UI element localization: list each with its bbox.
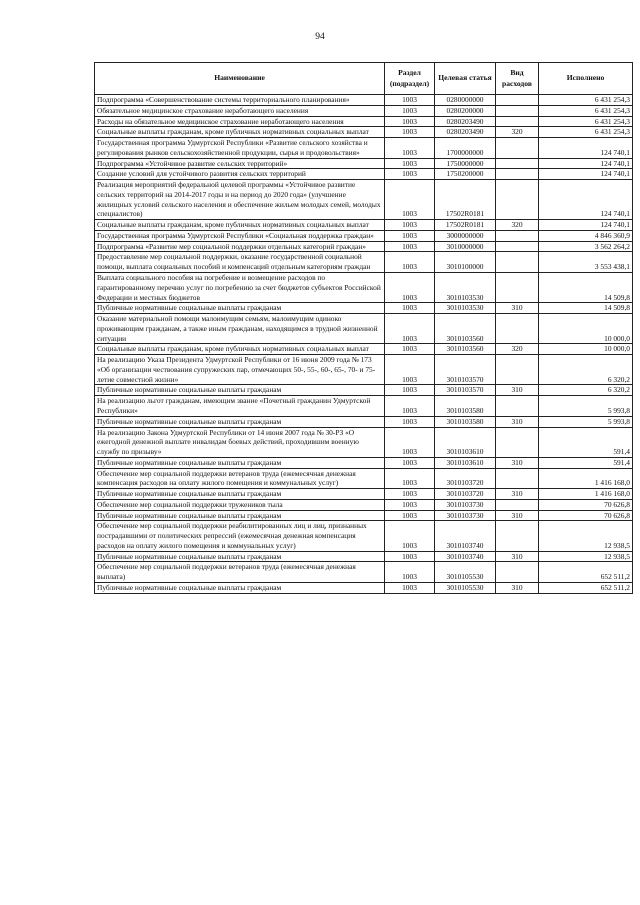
- row-expense-type: [496, 396, 539, 417]
- row-section: 1003: [385, 314, 435, 344]
- row-expense-type: [496, 138, 539, 159]
- row-target: 3010103560: [435, 344, 496, 355]
- header-target: Целевая статья: [435, 63, 496, 95]
- row-amount: 5 993,8: [539, 396, 633, 417]
- row-name: Социальные выплаты гражданам, кроме публичных нормативных социальных выплат: [95, 127, 385, 138]
- row-section: 1003: [385, 158, 435, 169]
- row-expense-type: [496, 158, 539, 169]
- row-section: 1003: [385, 252, 435, 273]
- row-section: 1003: [385, 551, 435, 562]
- table-row: [95, 273, 633, 303]
- row-expense-type: [496, 105, 539, 116]
- row-target: 3010105530: [435, 562, 496, 583]
- table-row: [95, 355, 633, 385]
- row-section: 1003: [385, 138, 435, 159]
- row-name: Публичные нормативные социальные выплаты гражданам: [95, 457, 385, 468]
- row-amount: 14 509,8: [539, 303, 633, 314]
- row-section: 1003: [385, 427, 435, 457]
- row-amount: 70 626,8: [539, 510, 633, 521]
- table-row: [95, 521, 633, 551]
- row-name: Обеспечение мер социальной поддержки ветеранов труда (ежемесячная денежная компенсация расходов на оплату жилого помещения и коммунальных услуг): [95, 468, 385, 489]
- table-row: [95, 127, 633, 138]
- row-expense-type: [496, 521, 539, 551]
- row-amount: 10 000,0: [539, 314, 633, 344]
- row-name: Публичные нормативные социальные выплаты гражданам: [95, 551, 385, 562]
- row-expense-type: 310: [496, 416, 539, 427]
- row-name: Государственная программа Удмуртской Республики «Развитие сельского хозяйства и регулирования рынков сельскохозяйственной продукции, сырья и продовольствия»: [95, 138, 385, 159]
- row-amount: 124 740,1: [539, 138, 633, 159]
- table-row: [95, 416, 633, 427]
- row-target: 1750000000: [435, 158, 496, 169]
- table-row: [95, 169, 633, 180]
- table-row: [95, 303, 633, 314]
- row-target: 3010103530: [435, 303, 496, 314]
- table-row: [95, 457, 633, 468]
- row-expense-type: [496, 180, 539, 220]
- row-amount: 6 320,2: [539, 385, 633, 396]
- row-target: 3010103720: [435, 489, 496, 500]
- row-expense-type: [496, 116, 539, 127]
- row-expense-type: 310: [496, 551, 539, 562]
- row-target: 3010103610: [435, 427, 496, 457]
- table-row: [95, 220, 633, 231]
- table-row: [95, 314, 633, 344]
- row-expense-type: [496, 562, 539, 583]
- row-target: 1700000000: [435, 138, 496, 159]
- row-section: 1003: [385, 385, 435, 396]
- header-expense-type: Вид расходов: [496, 63, 539, 95]
- header-executed: Исполнено: [539, 63, 633, 95]
- row-target: 3010103720: [435, 468, 496, 489]
- row-section: 1003: [385, 230, 435, 241]
- row-target: 3010103570: [435, 355, 496, 385]
- row-section: 1003: [385, 499, 435, 510]
- row-amount: 1 416 168,0: [539, 489, 633, 500]
- row-name: Подпрограмма «Совершенствование системы территориального планирования»: [95, 95, 385, 106]
- row-target: 3010103580: [435, 416, 496, 427]
- row-section: 1003: [385, 180, 435, 220]
- table-header-row: [95, 63, 633, 95]
- row-expense-type: 310: [496, 582, 539, 593]
- row-amount: 6 431 254,3: [539, 127, 633, 138]
- row-name: Публичные нормативные социальные выплаты гражданам: [95, 385, 385, 396]
- row-name: Подпрограмма «Развитие мер социальной поддержки отдельных категорий граждан»: [95, 241, 385, 252]
- row-section: 1003: [385, 396, 435, 417]
- row-amount: 591,4: [539, 457, 633, 468]
- row-target: 3010103730: [435, 510, 496, 521]
- row-name: Публичные нормативные социальные выплаты гражданам: [95, 489, 385, 500]
- row-expense-type: 310: [496, 489, 539, 500]
- table-row: [95, 510, 633, 521]
- row-expense-type: 310: [496, 303, 539, 314]
- row-target: 0280000000: [435, 95, 496, 106]
- row-amount: 5 993,8: [539, 416, 633, 427]
- table-row: [95, 230, 633, 241]
- row-expense-type: 310: [496, 385, 539, 396]
- row-amount: 6 431 254,3: [539, 95, 633, 106]
- table-row: [95, 582, 633, 593]
- row-section: 1003: [385, 95, 435, 106]
- row-section: 1003: [385, 457, 435, 468]
- row-amount: 1 416 168,0: [539, 468, 633, 489]
- row-section: 1003: [385, 562, 435, 583]
- row-section: 1003: [385, 582, 435, 593]
- table-row: [95, 489, 633, 500]
- row-amount: 652 511,2: [539, 562, 633, 583]
- row-name: Оказание материальной помощи малоимущим семьям, малоимущим одиноко проживающим гражданам, а также иным гражданам, находящимся в трудной жизненной ситуации: [95, 314, 385, 344]
- row-name: Предоставление мер социальной поддержки, оказание государственной социальной помощи, выплата социальных пособий и компенсаций отдельным категориям граждан: [95, 252, 385, 273]
- row-name: Социальные выплаты гражданам, кроме публичных нормативных социальных выплат: [95, 344, 385, 355]
- row-expense-type: [496, 314, 539, 344]
- row-section: 1003: [385, 241, 435, 252]
- row-target: 0280200000: [435, 105, 496, 116]
- row-section: 1003: [385, 510, 435, 521]
- row-name: Обеспечение мер социальной поддержки ветеранов труда (ежемесячная денежная выплата): [95, 562, 385, 583]
- row-amount: 124 740,1: [539, 180, 633, 220]
- row-target: 3010103560: [435, 314, 496, 344]
- row-amount: 6 431 254,3: [539, 105, 633, 116]
- row-section: 1003: [385, 273, 435, 303]
- table-row: [95, 116, 633, 127]
- row-amount: 3 553 438,1: [539, 252, 633, 273]
- row-amount: 14 509,8: [539, 273, 633, 303]
- row-target: 3010103570: [435, 385, 496, 396]
- row-target: 1750200000: [435, 169, 496, 180]
- page-number: 94: [315, 32, 325, 42]
- row-section: 1003: [385, 416, 435, 427]
- row-name: Подпрограмма «Устойчивое развитие сельских территорий»: [95, 158, 385, 169]
- header-name: Наименование: [95, 63, 385, 95]
- row-target: 3000000000: [435, 230, 496, 241]
- row-expense-type: [496, 252, 539, 273]
- row-name: Публичные нормативные социальные выплаты гражданам: [95, 303, 385, 314]
- row-amount: 124 740,1: [539, 169, 633, 180]
- row-amount: 6 431 254,3: [539, 116, 633, 127]
- row-section: 1003: [385, 105, 435, 116]
- row-name: Создание условий для устойчивого развития сельских территорий: [95, 169, 385, 180]
- row-amount: 10 000,0: [539, 344, 633, 355]
- table-body: [95, 95, 633, 594]
- row-section: 1003: [385, 127, 435, 138]
- row-expense-type: [496, 273, 539, 303]
- row-amount: 124 740,1: [539, 220, 633, 231]
- row-section: 1003: [385, 303, 435, 314]
- row-name: Публичные нормативные социальные выплаты гражданам: [95, 510, 385, 521]
- row-expense-type: [496, 230, 539, 241]
- row-expense-type: [496, 468, 539, 489]
- table-row: [95, 396, 633, 417]
- row-expense-type: 320: [496, 220, 539, 231]
- row-amount: 591,4: [539, 427, 633, 457]
- row-name: Расходы на обязательное медицинское страхование неработающего населения: [95, 116, 385, 127]
- row-name: Государственная программа Удмуртской Республики «Социальная поддержка граждан»: [95, 230, 385, 241]
- table-row: [95, 499, 633, 510]
- row-expense-type: [496, 355, 539, 385]
- row-amount: 3 562 264,2: [539, 241, 633, 252]
- row-name: На реализацию льгот гражданам, имеющим звание «Почетный гражданин Удмуртской Республики»: [95, 396, 385, 417]
- row-expense-type: 310: [496, 510, 539, 521]
- row-expense-type: 320: [496, 127, 539, 138]
- row-target: 0280203490: [435, 127, 496, 138]
- row-expense-type: [496, 95, 539, 106]
- row-name: Реализация мероприятий федеральной целевой программы «Устойчивое развитие сельских территорий на 2014-2017 годы и на период до 2020 года» (улучшение жилищных условий сельского населения и обеспечение жильем молодых семей, молодых специалистов): [95, 180, 385, 220]
- budget-table: [94, 62, 633, 594]
- row-expense-type: [496, 427, 539, 457]
- row-target: 3010103610: [435, 457, 496, 468]
- row-expense-type: [496, 499, 539, 510]
- table-row: [95, 95, 633, 106]
- table-row: [95, 138, 633, 159]
- header-section: Раздел (подраздел): [385, 63, 435, 95]
- table-row: [95, 562, 633, 583]
- row-expense-type: 320: [496, 344, 539, 355]
- row-target: 3010103740: [435, 551, 496, 562]
- row-name: Обеспечение мер социальной поддержки тружеников тыла: [95, 499, 385, 510]
- table-row: [95, 344, 633, 355]
- row-name: Социальные выплаты гражданам, кроме публичных нормативных социальных выплат: [95, 220, 385, 231]
- row-target: 3010103740: [435, 521, 496, 551]
- row-amount: 6 320,2: [539, 355, 633, 385]
- row-amount: 124 740,1: [539, 158, 633, 169]
- table-row: [95, 427, 633, 457]
- row-section: 1003: [385, 116, 435, 127]
- row-target: 3010000000: [435, 241, 496, 252]
- row-expense-type: 310: [496, 457, 539, 468]
- row-target: 17502R0181: [435, 220, 496, 231]
- row-name: На реализацию Указа Президента Удмуртской Республики от 16 июня 2009 года № 173 «Об организации чествования супружеских пар, отмечающих 50-, 55-, 60-, 65-, 70- и 75-летие совместной жизни»: [95, 355, 385, 385]
- row-target: 17502R0181: [435, 180, 496, 220]
- row-name: На реализацию Закона Удмуртской Республики от 14 июня 2007 года № 30-РЗ «О ежегодной денежной выплате инвалидам боевых действий, проходившим военную службу по призыву»: [95, 427, 385, 457]
- row-name: Выплата социального пособия на погребение и возмещение расходов по гарантированному перечню услуг по погребению за счет бюджетов субъектов Российской Федерации и местных бюджетов: [95, 273, 385, 303]
- table-row: [95, 252, 633, 273]
- row-name: Публичные нормативные социальные выплаты гражданам: [95, 416, 385, 427]
- row-target: 3010103730: [435, 499, 496, 510]
- table-row: [95, 105, 633, 116]
- row-target: 0280203490: [435, 116, 496, 127]
- row-expense-type: [496, 169, 539, 180]
- row-target: 3010103580: [435, 396, 496, 417]
- row-amount: 12 938,5: [539, 551, 633, 562]
- table-row: [95, 468, 633, 489]
- row-amount: 70 626,8: [539, 499, 633, 510]
- row-amount: 4 846 360,9: [539, 230, 633, 241]
- row-amount: 652 511,2: [539, 582, 633, 593]
- table-row: [95, 551, 633, 562]
- table-row: [95, 385, 633, 396]
- row-name: Публичные нормативные социальные выплаты гражданам: [95, 582, 385, 593]
- row-amount: 12 938,5: [539, 521, 633, 551]
- row-target: 3010105530: [435, 582, 496, 593]
- row-expense-type: [496, 241, 539, 252]
- table-row: [95, 180, 633, 220]
- row-section: 1003: [385, 355, 435, 385]
- row-section: 1003: [385, 489, 435, 500]
- row-section: 1003: [385, 468, 435, 489]
- row-name: Обеспечение мер социальной поддержки реабилитированных лиц и лиц, признанных пострадавшими от политических репрессий (ежемесячная денежная компенсация расходов на оплату жилого помещения и коммунальных услуг): [95, 521, 385, 551]
- row-section: 1003: [385, 344, 435, 355]
- row-section: 1003: [385, 169, 435, 180]
- table-row: [95, 158, 633, 169]
- row-target: 3010100000: [435, 252, 496, 273]
- row-name: Обязательное медицинское страхование неработающего населения: [95, 105, 385, 116]
- row-target: 3010103530: [435, 273, 496, 303]
- table-row: [95, 241, 633, 252]
- row-section: 1003: [385, 220, 435, 231]
- row-section: 1003: [385, 521, 435, 551]
